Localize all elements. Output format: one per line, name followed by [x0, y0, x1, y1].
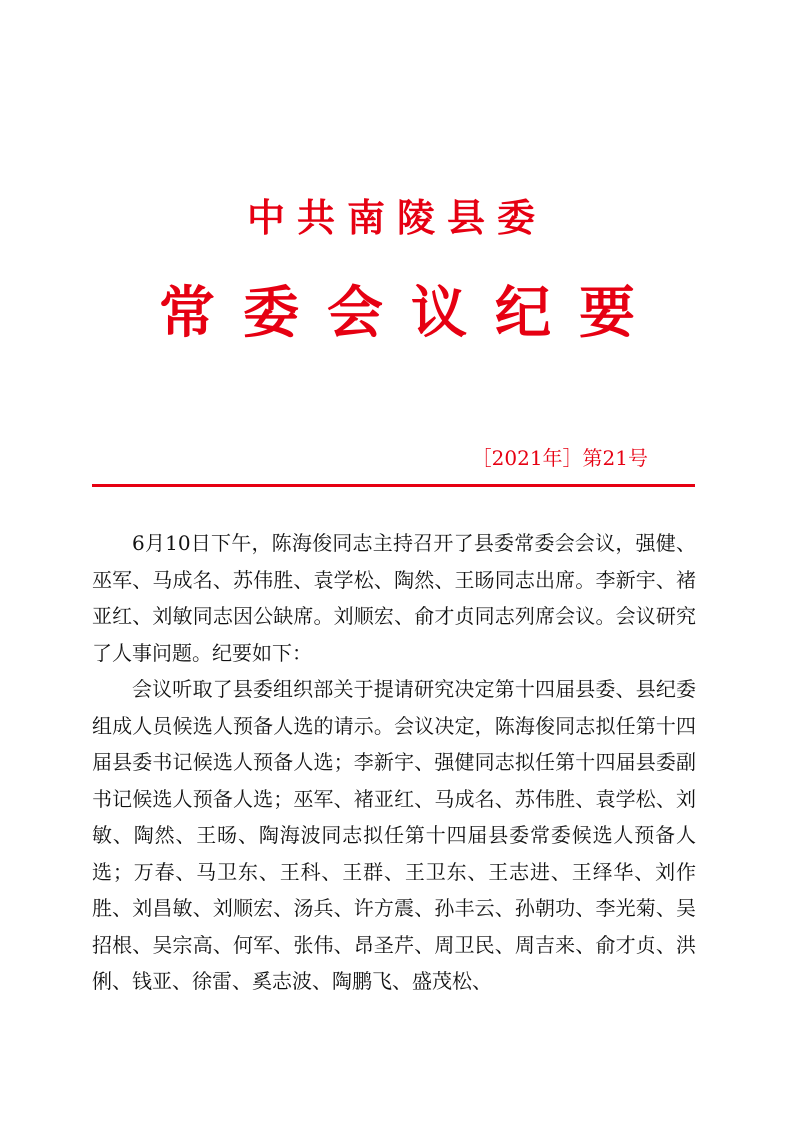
red-header-rule	[92, 484, 695, 487]
body-paragraph-decision: 会议听取了县委组织部关于提请研究决定第十四届县委、县纪委组成人员候选人预备人选的请示。会议决定，陈海俊同志拟任第十四届县委书记候选人预备人选；李新宇、强健同志拟任第十四届县委副书记候选人预备人选；巫军、褚亚红、马成名、苏伟胜、袁学松、刘敏、陶然、王旸、陶海波同志拟任第十四届县委常委候选人预备人选；万春、马卫东、王科、王群、王卫东、王志进、王绎华、刘作胜、刘昌敏、刘顺宏、汤兵、许方震、孙丰云、孙朝功、李光菊、吴招根、吴宗高、何军、张伟、昂圣芹、周卫民、周吉来、俞才贞、洪俐、钱亚、徐雷、奚志波、陶鹏飞、盛茂松、	[92, 677, 696, 993]
document-number: ［2021年］第21号	[471, 446, 648, 470]
body-paragraph-attendance: 6月10日下午，陈海俊同志主持召开了县委常委会会议，强健、巫军、马成名、苏伟胜、袁学松、陶然、王旸同志出席。李新宇、褚亚红、刘敏同志因公缺席。刘顺宏、俞才贞同志列席会议。会议研究了人事问题。纪要如下：	[92, 531, 696, 665]
document-body	[92, 525, 696, 1000]
organization-title: 中共南陵县委	[246, 195, 547, 240]
document-type-title: 常委会议纪要	[159, 280, 663, 346]
